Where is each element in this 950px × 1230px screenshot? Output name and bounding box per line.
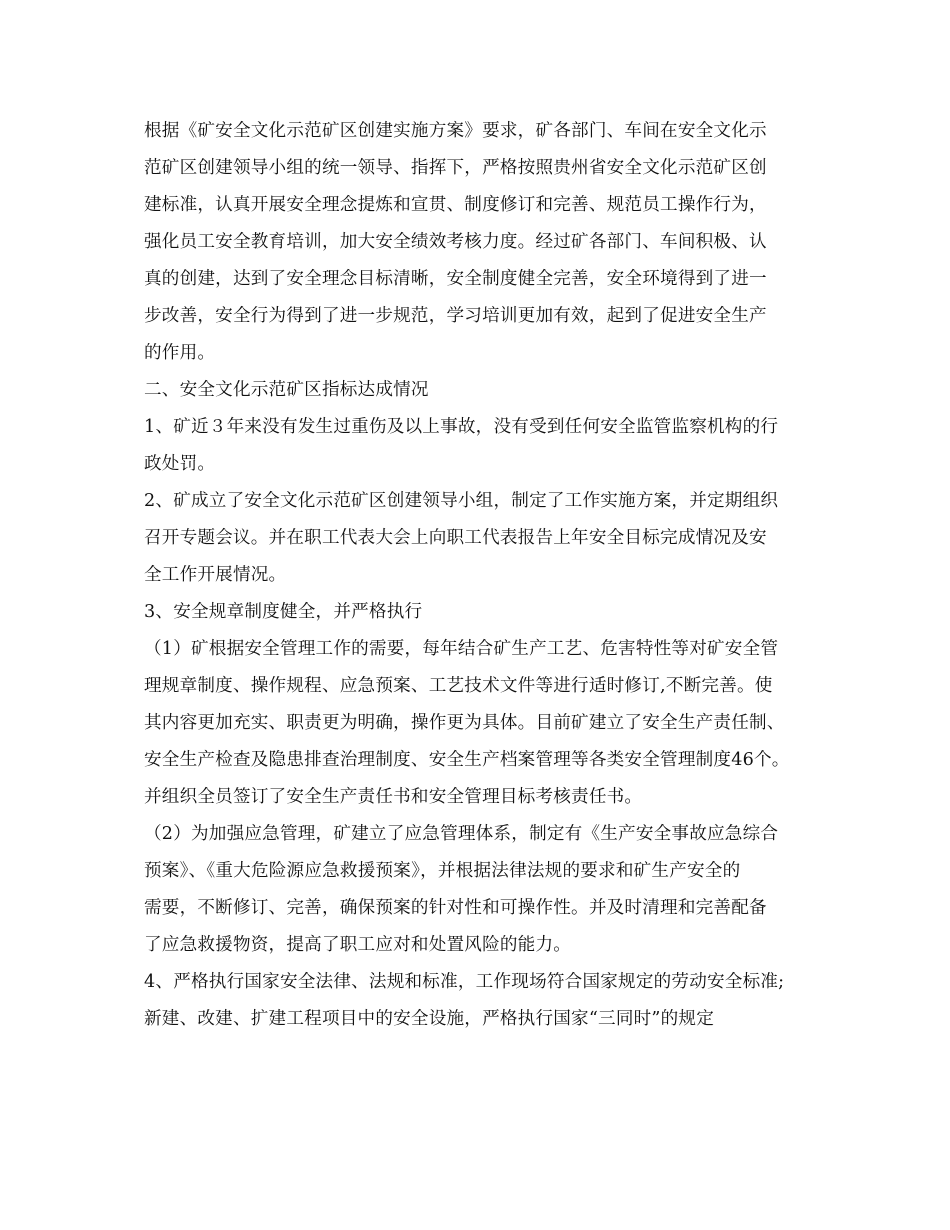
text-line: 真的创建，达到了安全理念目标清晰，安全制度健全完善，安全环境得到了进一	[144, 269, 767, 289]
text-line: 2、矿成立了安全文化示范矿区创建领导小组，制定了工作实施方案，并定期组织	[144, 491, 779, 511]
text-line: 并组织全员签订了安全生产责任书和安全管理目标考核责任书。	[144, 787, 643, 807]
text-line: 全工作开展情况。	[144, 565, 287, 585]
text-line: 需要，不断修订、完善，确保预案的针对性和可操作性。并及时清理和完善配备	[144, 898, 767, 918]
text-line: 4、严格执行国家安全法律、法规和标准，工作现场符合国家规定的劳动安全标准;	[144, 972, 785, 992]
text-line: 召开专题会议。并在职工代表大会上向职工代表报告上年安全目标完成情况及安	[144, 528, 767, 548]
text-line: 的作用。	[144, 343, 216, 363]
text-line: 步改善，安全行为得到了进一步规范，学习培训更加有效，起到了促进安全生产	[144, 306, 767, 326]
text-line: 政处罚。	[144, 454, 216, 474]
text-line: 安全生产检查及隐患排查治理制度、安全生产档案管理等各类安全管理制度46个。	[144, 750, 790, 770]
text-line: 根据《矿安全文化示范矿区创建实施方案》要求，矿各部门、车间在安全文化示	[144, 121, 767, 141]
text-line: 范矿区创建领导小组的统一领导、指挥下，严格按照贵州省安全文化示范矿区创	[144, 158, 767, 178]
text-line: 3、安全规章制度健全，并严格执行	[144, 602, 423, 622]
text-line: 预案》、《重大危险源应急救援预案》，并根据法律法规的要求和矿生产安全的	[144, 861, 741, 881]
text-line: （1）矿根据安全管理工作的需要，每年结合矿生产工艺、危害特性等对矿安全管	[144, 639, 779, 659]
section-heading: 二、安全文化示范矿区指标达成情况	[144, 380, 429, 400]
text-line: 建标准，认真开展安全理念提炼和宣贯、制度修订和完善、规范员工操作行为，	[144, 195, 767, 215]
text-line: 强化员工安全教育培训，加大安全绩效考核力度。经过矿各部门、车间积极、认	[144, 232, 767, 252]
text-line: 新建、改建、扩建工程项目中的安全设施，严格执行国家“三同时”的规定	[144, 1009, 714, 1029]
text-line: 其内容更加充实、职责更为明确，操作更为具体。目前矿建立了安全生产责任制、	[144, 713, 785, 733]
text-line: （2）为加强应急管理，矿建立了应急管理体系，制定有《生产安全事故应急综合	[144, 824, 779, 844]
text-line: 1、矿近３年来没有发生过重伤及以上事故，没有受到任何安全监管监察机构的行	[144, 417, 779, 437]
text-line: 理规章制度、操作规程、应急预案、工艺技术文件等进行适时修订,不断完善。使	[144, 676, 773, 696]
text-line: 了应急救援物资，提高了职工应对和处置风险的能力。	[144, 935, 572, 955]
